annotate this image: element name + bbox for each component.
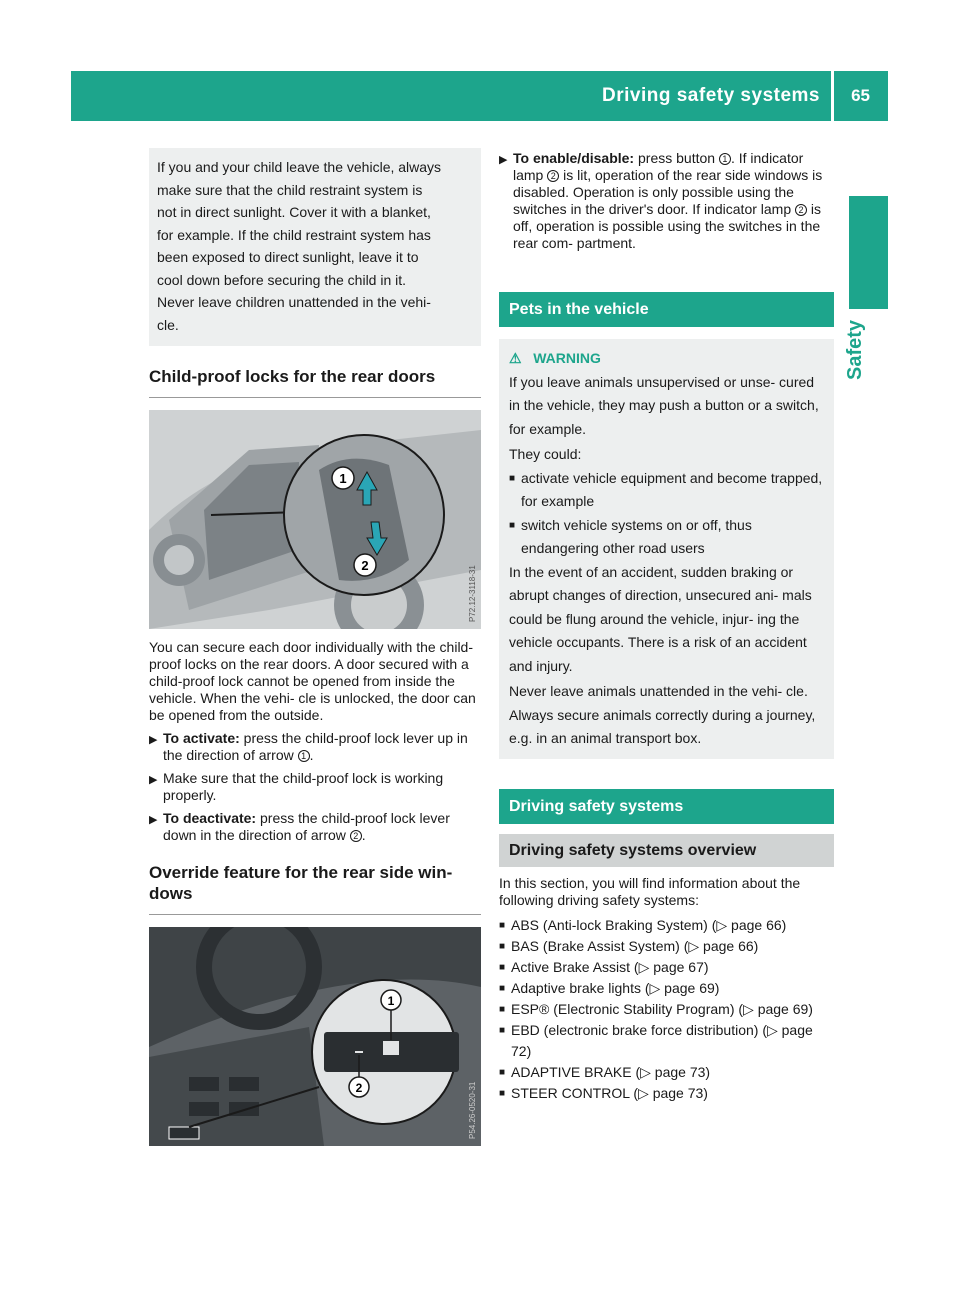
page-header: [71, 71, 888, 121]
fig1-callout-2: 2: [361, 558, 369, 573]
step-arrow-icon: ▶: [149, 734, 158, 746]
list-item: ■ ESP® (Electronic Stability Program) (▷ page 69): [499, 1000, 813, 1017]
step-text: . If indicator lamp: [513, 150, 804, 183]
callout-1: 1: [298, 750, 310, 762]
warning-triangle-icon: ⚠: [509, 350, 522, 366]
side-tab-marker: [849, 196, 888, 309]
callout-2: 2: [547, 170, 559, 182]
dss-heading: Driving safety systems: [499, 789, 834, 824]
warning-para: Never leave animals unattended in the vehi- cle. Always secure animals correctly during a journey, e.g. in an animal transport box.: [509, 683, 816, 746]
note-line: cle.: [157, 316, 179, 333]
step-arrow-icon: ▶: [149, 814, 158, 826]
side-tab-label: Safety: [844, 319, 866, 380]
fig2-callout-2: 2: [355, 1081, 363, 1095]
note-line: Never leave children unattended in the vehi-: [157, 294, 431, 310]
step-activate: [149, 730, 481, 764]
right-column: [499, 150, 834, 1104]
step-text: press the child-proof lock lever up in the direction of arrow: [163, 730, 468, 763]
note-line: make sure that the child restraint system is: [157, 181, 423, 198]
step-text: Make sure that the child-proof lock is working properly.: [163, 770, 444, 803]
note-line: for example. If the child restraint system has: [157, 226, 431, 243]
dss-overview-heading: Driving safety systems overview: [499, 834, 834, 867]
warning-box: [499, 339, 834, 759]
step-text: is off, operation is possible using the switches in the rear com- partment.: [513, 201, 822, 251]
pets-heading: Pets in the vehicle: [499, 292, 834, 327]
note-line: not in direct sunlight. Cover it with a blanket,: [157, 204, 431, 220]
dss-list: [499, 915, 834, 1104]
step-label: To activate:: [163, 730, 240, 746]
callout-2: 2: [350, 830, 362, 842]
step-deactivate: [149, 810, 481, 844]
list-item: ■ BAS (Brake Assist System) (▷ page 66): [499, 937, 759, 954]
override-feature-heading: Override feature for the rear side win- dows: [149, 862, 481, 915]
window-switch-illustration: [149, 927, 481, 1146]
step-check: [149, 770, 481, 804]
list-item: ■ Active Brake Assist (▷ page 67): [499, 958, 709, 975]
list-item: ■ EBD (electronic brake force distribution) (▷ page 72): [499, 1021, 813, 1059]
step-enable-disable: [499, 150, 834, 252]
list-item: ■ ABS (Anti-lock Braking System) (▷ page 66): [499, 916, 787, 933]
step-arrow-icon: ▶: [499, 154, 508, 166]
step-text: is lit, operation of the rear side windows is disabled. Operation is only possible using the switches in the driver's door. If indicator lamp: [513, 167, 823, 217]
child-lock-description: You can secure each door individually with the child-proof locks on the rear doors. A door secured with a child-proof lock cannot be opened from inside the vehicle. When the vehi- cle is unlocked, the door can be opened from the outside.: [149, 639, 476, 723]
page-number: 65: [851, 86, 870, 105]
child-sunlight-note: [149, 148, 481, 346]
warning-para: If you leave animals unsupervised or unse- cured in the vehicle, they may push a button or a switch, for example.: [509, 373, 819, 437]
warning-bullet: ■ switch vehicle systems on or off, thus endangering other road users: [509, 516, 752, 556]
dss-intro: In this section, you will find information about the following driving safety systems:: [499, 874, 801, 908]
step-text-end: .: [361, 827, 366, 843]
child-proof-locks-heading: Child-proof locks for the rear doors: [149, 366, 481, 398]
fig1-callout-1: 1: [339, 471, 347, 486]
warning-title: WARNING: [533, 350, 601, 366]
left-column: [149, 148, 481, 1146]
warning-bullet: ■ activate vehicle equipment and become trapped, for example: [509, 469, 823, 509]
list-item: ■ ADAPTIVE BRAKE (▷ page 73): [499, 1063, 711, 1080]
step-arrow-icon: ▶: [149, 774, 158, 786]
header-title: Driving safety systems: [602, 85, 820, 106]
fig2-callout-1: 1: [387, 994, 395, 1008]
step-label: To enable/disable:: [513, 150, 635, 166]
override-figure: [149, 927, 481, 1146]
note-line: cool down before securing the child in it.: [157, 271, 407, 288]
step-text: press button: [634, 150, 719, 166]
list-item: ■ STEER CONTROL (▷ page 73): [499, 1084, 708, 1101]
header-separator: [831, 71, 834, 121]
list-item: ■ Adaptive brake lights (▷ page 69): [499, 979, 720, 996]
step-text-end: .: [309, 747, 314, 763]
callout-2: 2: [795, 204, 807, 216]
step-label: To deactivate:: [163, 810, 257, 826]
child-lock-figure: [149, 410, 481, 629]
rear-door-illustration: [149, 410, 481, 629]
fig1-code: P72.12-3118-31: [468, 565, 477, 622]
callout-1: 1: [719, 153, 731, 165]
note-line: been exposed to direct sunlight, leave it to: [157, 249, 419, 265]
note-line: If you and your child leave the vehicle, always: [157, 159, 442, 175]
step-text: press the child-proof lock lever down in the direction of arrow: [163, 810, 450, 843]
warning-para: They could:: [509, 446, 582, 462]
warning-para: In the event of an accident, sudden braking or abrupt changes of direction, unsecured ani- mals could be flung around the vehicle, injur- ing the vehicle occupants. There is a risk of an accident and injury.: [509, 563, 812, 674]
fig2-code: P54.26-0520-31: [468, 1081, 477, 1139]
